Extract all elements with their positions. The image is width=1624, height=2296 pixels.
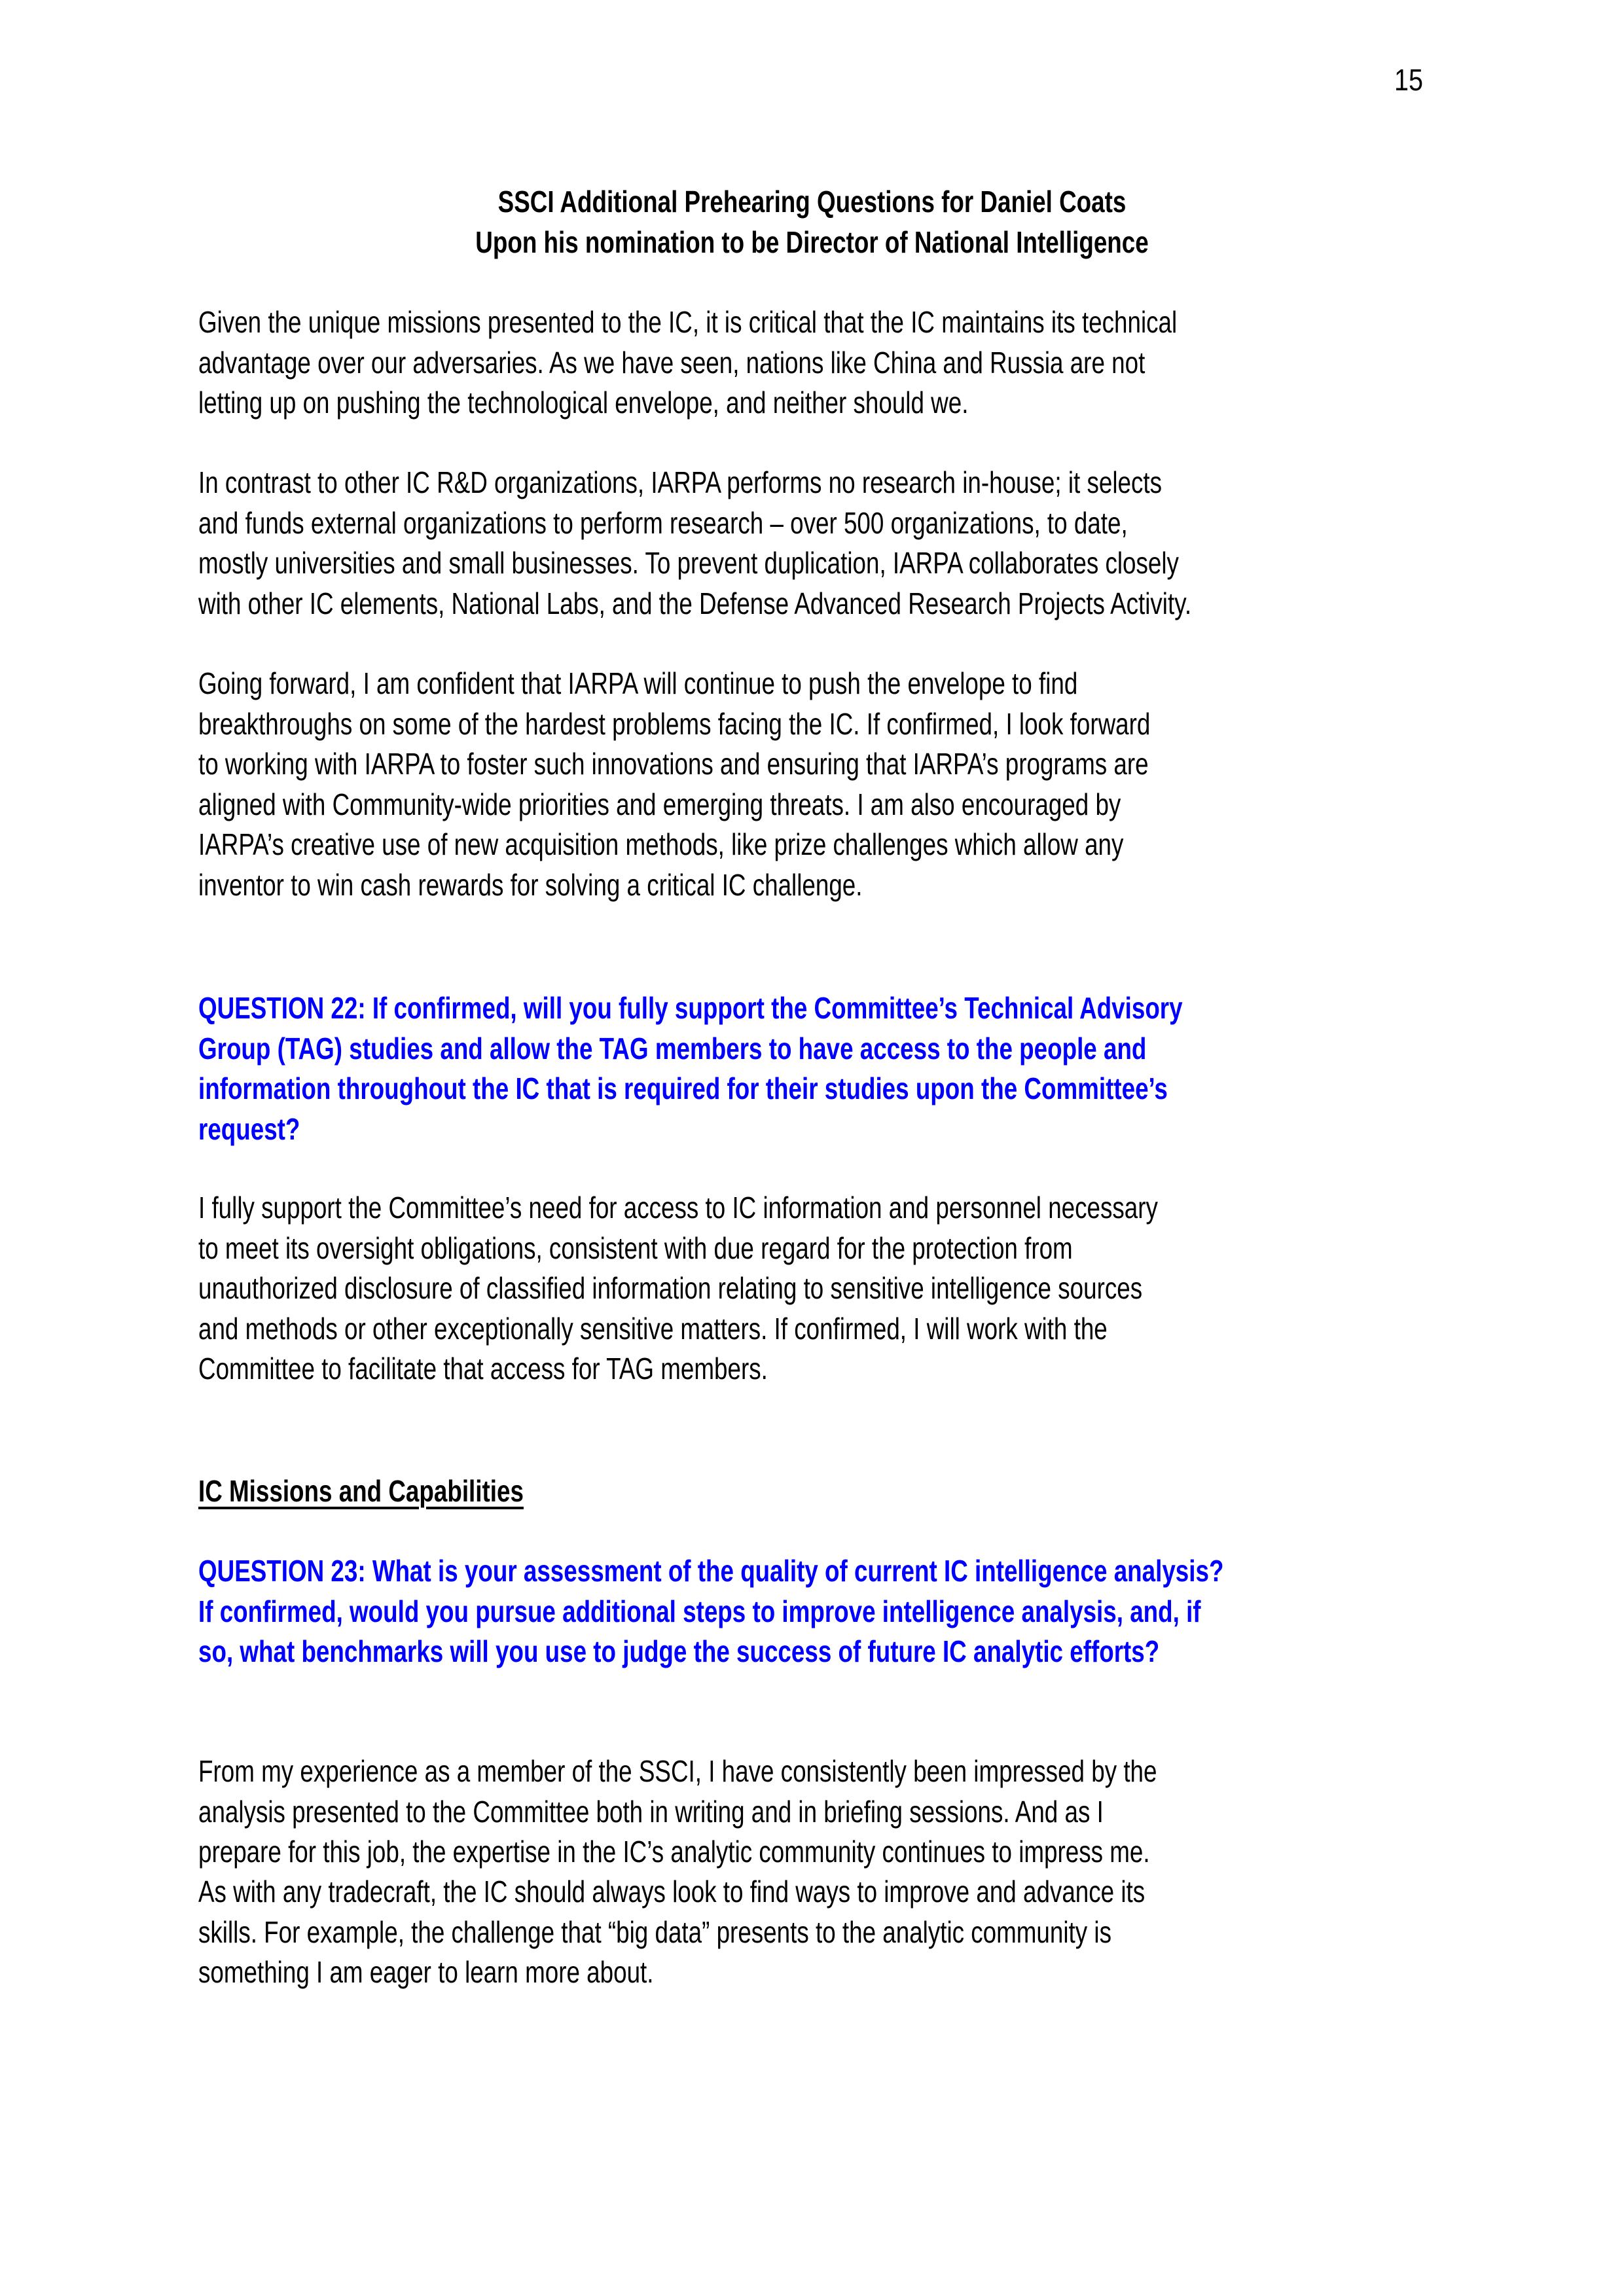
text-line: In contrast to other IC R&D organizations, IARPA performs no research in-house; it selects xyxy=(198,465,1162,499)
question-22 xyxy=(198,988,1455,1149)
text-line: and methods or other exceptionally sensitive matters. If confirmed, I will work with the xyxy=(198,1311,1108,1346)
text-line: letting up on pushing the technological envelope, and neither should we. xyxy=(198,386,969,420)
text-line: breakthroughs on some of the hardest problems facing the IC. If confirmed, I look forward xyxy=(198,706,1151,741)
text-line: prepare for this job, the expertise in the IC’s analytic community continues to impress me. xyxy=(198,1835,1150,1869)
text-line: inventor to win cash rewards for solving a critical IC challenge. xyxy=(198,867,863,902)
text-line: something I am eager to learn more about. xyxy=(198,1955,654,1989)
document-title xyxy=(0,182,1624,262)
question-23 xyxy=(198,1551,1455,1672)
paragraph-iarpa-going-forward xyxy=(198,664,1455,905)
text-line: analysis presented to the Committee both in writing and in briefing sessions. And as I xyxy=(198,1794,1104,1829)
section-heading-text: IC Missions and Capabilities xyxy=(198,1474,524,1508)
text-line: Going forward, I am confident that IARPA will continue to push the envelope to find xyxy=(198,666,1078,700)
question-line: If confirmed, would you pursue additional steps to improve intelligence analysis, and, if xyxy=(198,1594,1201,1628)
text-line: to meet its oversight obligations, consistent with due regard for the protection from xyxy=(198,1230,1073,1265)
text-line: Given the unique missions presented to the IC, it is critical that the IC maintains its technical xyxy=(198,305,1178,339)
text-line: unauthorized disclosure of classified information relating to sensitive intelligence sources xyxy=(198,1271,1143,1305)
text-line: As with any tradecraft, the IC should always look to find ways to improve and advance its xyxy=(198,1874,1146,1909)
answer-22 xyxy=(198,1188,1455,1390)
text-line: IARPA’s creative use of new acquisition methods, like prize challenges which allow any xyxy=(198,827,1124,861)
text-line: skills. For example, the challenge that “big data” presents to the analytic community is xyxy=(198,1914,1111,1949)
question-line: QUESTION 23: What is your assessment of the quality of current IC intelligence analysis? xyxy=(198,1554,1224,1588)
text-line: aligned with Community-wide priorities and emerging threats. I am also encouraged by xyxy=(198,787,1121,821)
paragraph-iarpa-contrast xyxy=(198,463,1455,624)
text-line: I fully support the Committee’s need for access to IC information and personnel necessary xyxy=(198,1191,1158,1225)
question-line: so, what benchmarks will you use to judge the success of future IC analytic efforts? xyxy=(198,1634,1160,1668)
question-line: QUESTION 22: If confirmed, will you fully support the Committee’s Technical Advisory xyxy=(198,991,1183,1025)
text-line: From my experience as a member of the SSCI, I have consistently been impressed by the xyxy=(198,1754,1157,1788)
page-number: 15 xyxy=(1394,63,1424,97)
title-line-2: Upon his nomination to be Director of National Intelligence xyxy=(475,224,1149,259)
section-heading xyxy=(198,1471,1455,1512)
answer-23-paragraph-2 xyxy=(198,1872,1455,1993)
question-line: Group (TAG) studies and allow the TAG members to have access to the people and xyxy=(198,1031,1147,1066)
text-line: and funds external organizations to perform research – over 500 organizations, to date, xyxy=(198,505,1128,540)
text-line: mostly universities and small businesses. To prevent duplication, IARPA collaborates closely xyxy=(198,546,1179,580)
question-line: information throughout the IC that is required for their studies upon the Committee’s xyxy=(198,1071,1168,1105)
answer-23-paragraph-1 xyxy=(198,1751,1455,1873)
text-line: advantage over our adversaries. As we have seen, nations like China and Russia are not xyxy=(198,345,1146,380)
paragraph-technical-advantage xyxy=(198,302,1455,423)
text-line: with other IC elements, National Labs, and the Defense Advanced Research Projects Activity. xyxy=(198,586,1192,620)
text-line: Committee to facilitate that access for TAG members. xyxy=(198,1352,768,1386)
text-line: to working with IARPA to foster such innovations and ensuring that IARPA’s programs are xyxy=(198,747,1149,781)
title-line-1: SSCI Additional Prehearing Questions for Daniel Coats xyxy=(497,185,1127,219)
question-line: request? xyxy=(198,1111,300,1146)
